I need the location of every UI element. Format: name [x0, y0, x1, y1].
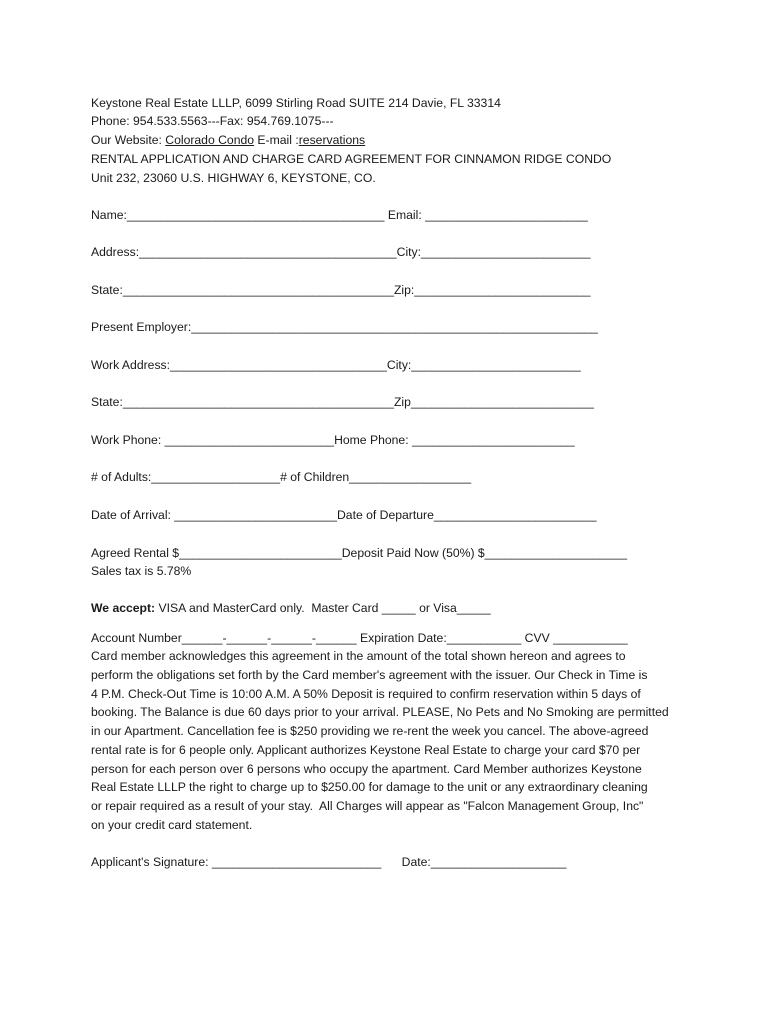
phones-field: Work Phone: _________________________Home Phone: ________________________ [91, 433, 575, 447]
name-email-field: Name:______________________________________ Email: ________________________ [91, 208, 588, 222]
agreement-line: in our Apartment. Cancellation fee is $250 providing we re-rent the week you cancel. The above-agreed [91, 724, 649, 738]
website-email-line [91, 131, 365, 149]
address-city-field: Address:______________________________________City:_________________________ [91, 245, 591, 259]
website-link[interactable]: Colorado Condo [165, 133, 255, 147]
agreement-line: or repair required as a result of your stay. All Charges will appear as "Falcon Management Group, Inc" [91, 799, 644, 813]
agreement-line: booking. The Balance is due 60 days prior to your arrival. PLEASE, No Pets and No Smoking are permitted [91, 705, 669, 720]
occupants-field: # of Adults:___________________# of Children__________________ [91, 470, 472, 484]
rental-deposit-field: Agreed Rental $________________________Deposit Paid Now (50%) $_____________________ [91, 546, 628, 560]
company-address: Keystone Real Estate LLLP, 6099 Stirling Road SUITE 214 Davie, FL 33314 [91, 96, 501, 110]
agreement-paragraph [91, 647, 691, 835]
agreement-line: perform the obligations set forth by the Card member's agreement with the issuer. Our Check in Time is [91, 667, 648, 682]
accept-text: VISA and MasterCard only. Master Card _____ or Visa_____ [155, 601, 491, 615]
unit-address: Unit 232, 23060 U.S. HIGHWAY 6, KEYSTONE, CO. [91, 171, 376, 185]
agreement-line: Card member acknowledges this agreement in the amount of the total shown hereon and agrees to [91, 649, 626, 663]
account-number-field: Account Number______-______-______-______ Expiration Date:___________ CVV ___________ [91, 631, 628, 645]
document-title: RENTAL APPLICATION AND CHARGE CARD AGREEMENT FOR CINNAMON RIDGE CONDO [91, 152, 612, 166]
sales-tax-note: Sales tax is 5.78% [91, 564, 192, 578]
dates-field: Date of Arrival: ________________________Date of Departure________________________ [91, 508, 597, 522]
work-address-field: Work Address:________________________________City:_________________________ [91, 358, 581, 372]
agreement-line: person for each person over 6 persons who occupy the apartment. Card Member authorizes Keystone [91, 761, 642, 776]
state-zip-field: State:________________________________________Zip:__________________________ [91, 283, 591, 297]
agreement-line: on your credit card statement. [91, 817, 253, 832]
company-phone-fax: Phone: 954.533.5563---Fax: 954.769.1075--- [91, 114, 334, 128]
accept-label: We accept: [91, 601, 156, 615]
signature-date-field: Applicant's Signature: _________________________ Date:____________________ [91, 855, 567, 869]
agreement-line: rental rate is for 6 people only. Applicant authorizes Keystone Real Estate to charge your card $70 per [91, 742, 641, 757]
work-state-zip-field: State:________________________________________Zip___________________________ [91, 395, 594, 409]
agreement-line: 4 P.M. Check-Out Time is 10:00 A.M. A 50% Deposit is required to confirm reservation within 5 days of [91, 686, 641, 701]
email-prefix: E-mail : [254, 133, 299, 147]
employer-field: Present Employer:____________________________________________________________ [91, 320, 598, 334]
email-link[interactable]: reservations [298, 133, 366, 147]
website-prefix: Our Website: [91, 133, 166, 147]
agreement-line: Real Estate LLLP the right to charge up to $250.00 for damage to the unit or any extraordinary cleaning [91, 780, 648, 795]
payment-accept-line [91, 599, 491, 617]
